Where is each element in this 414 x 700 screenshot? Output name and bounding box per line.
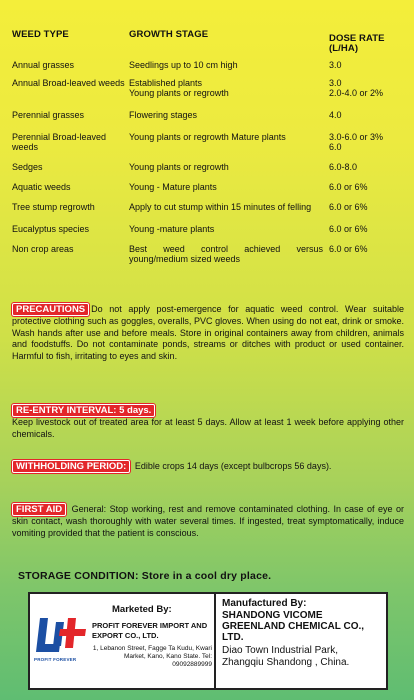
profit-forever-logo-icon <box>34 616 88 656</box>
storage-condition: STORAGE CONDITION: Store in a cool dry place. <box>18 570 272 582</box>
dose-rate-cell: 6.0 or 6% <box>329 182 368 192</box>
table-row <box>12 78 404 98</box>
growth-stage-cell: Best weed control achieved versus young/medium sized weeds <box>129 244 323 264</box>
marketer-heading: Marketed By: <box>112 604 172 615</box>
table-row <box>12 132 404 152</box>
first-aid-section <box>12 503 404 539</box>
weed-type-cell: Annual Broad-leaved weeds <box>12 78 125 88</box>
withholding-section <box>12 460 404 473</box>
weed-type-cell: Perennial grasses <box>12 110 85 120</box>
marketer-panel <box>30 594 216 688</box>
manufacturer-heading: Manufactured By: <box>222 598 307 609</box>
header-growth-stage: GROWTH STAGE <box>129 29 209 40</box>
logo-text: PROFIT FOREVER <box>34 657 77 662</box>
weed-type-cell: Perennial Broad-leaved weeds <box>12 132 107 152</box>
weed-type-cell: Annual grasses <box>12 60 75 70</box>
growth-stage-cell: Flowering stages <box>129 110 198 120</box>
marketer-address: 1, Lebanon Street, Fagge Ta Kudu, Kwari Market, Kano, Kano State. Tel: 09092889999 <box>92 645 212 668</box>
growth-stage-cell: Young -mature plants <box>129 224 215 234</box>
weed-type-cell: Non crop areas <box>12 244 74 254</box>
dose-rate-cell: 4.0 <box>329 110 342 120</box>
first-aid-text: General: Stop working, rest and remove contaminated clothing. In case of eye or skin contact, wash thoroughly with water several times. If ingested, treat symptomatically, induce vomiting provided that the patient is conscious. <box>12 504 404 538</box>
reentry-text: Keep livestock out of treated area for at least 5 days. Allow at least 1 week before applying other chemicals. <box>12 417 404 439</box>
weed-type-cell: Sedges <box>12 162 43 172</box>
dose-rate-cell: 3.0 2.0-4.0 or 2% <box>329 78 384 98</box>
manufacturer-name: SHANDONG VICOME GREENLAND CHEMICAL CO., LTD. <box>222 610 365 643</box>
table-row <box>12 202 404 212</box>
marketer-name: PROFIT FOREVER IMPORT AND EXPORT CO., LTD. <box>92 621 208 640</box>
growth-stage-cell: Apply to cut stump within 15 minutes of felling <box>129 202 312 212</box>
manufacturer-address: Diao Town Industrial Park, Zhangqiu Shandong , China. <box>222 645 350 668</box>
weed-type-cell: Tree stump regrowth <box>12 202 95 212</box>
dose-rate-cell: 6.0 or 6% <box>329 202 368 212</box>
precautions-section <box>12 303 404 362</box>
dose-rate-cell: 3.0-6.0 or 3% 6.0 <box>329 132 384 152</box>
weed-type-cell: Eucalyptus species <box>12 224 90 234</box>
first-aid-label: FIRST AID <box>12 503 66 516</box>
table-row <box>12 60 404 70</box>
company-box <box>28 592 388 690</box>
growth-stage-cell: Young plants or regrowth <box>129 162 229 172</box>
reentry-label: RE-ENTRY INTERVAL: 5 days. <box>12 404 155 417</box>
precautions-label: PRECAUTIONS <box>12 303 89 316</box>
growth-stage-cell: Seedlings up to 10 cm high <box>129 60 238 70</box>
precautions-text: Do not apply post-emergence for aquatic weed control. Wear suitable protective clothing such as goggles, overalls, PVC gloves. When using do not eat, drink or smoke. Wash hands after use and before meals. Store in original containers away from children, animals and foodstuffs. Do not contaminate ponds, streams or ditches with product or used container. Harmful to fish, irritating to eyes and skin. <box>12 304 404 361</box>
withholding-text: Edible crops 14 days (except bulbcrops 56 days). <box>134 461 332 471</box>
table-row <box>12 110 404 120</box>
table-row <box>12 182 404 192</box>
dose-rate-cell: 6.0 or 6% <box>329 224 368 234</box>
withholding-label: WITHHOLDING PERIOD: <box>12 460 130 473</box>
growth-stage-cell: Young plants or regrowth Mature plants <box>129 132 286 142</box>
dose-rate-cell: 6.0 or 6% <box>329 244 368 254</box>
table-row <box>12 162 404 172</box>
manufacturer-panel <box>216 594 386 688</box>
dose-rate-cell: 3.0 <box>329 60 342 70</box>
table-row <box>12 244 404 264</box>
dose-table <box>12 30 404 264</box>
dose-rate-cell: 6.0-8.0 <box>329 162 358 172</box>
weed-type-cell: Aquatic weeds <box>12 182 71 192</box>
table-row <box>12 224 404 234</box>
dose-table-header <box>12 30 404 54</box>
reentry-section <box>12 404 404 440</box>
growth-stage-cell: Established plants Young plants or regrowth <box>129 78 229 98</box>
growth-stage-cell: Young - Mature plants <box>129 182 217 192</box>
header-dose-rate: DOSE RATE (L/HA) <box>329 33 385 54</box>
header-weed-type: WEED TYPE <box>12 29 69 40</box>
dose-table-body <box>12 60 404 264</box>
